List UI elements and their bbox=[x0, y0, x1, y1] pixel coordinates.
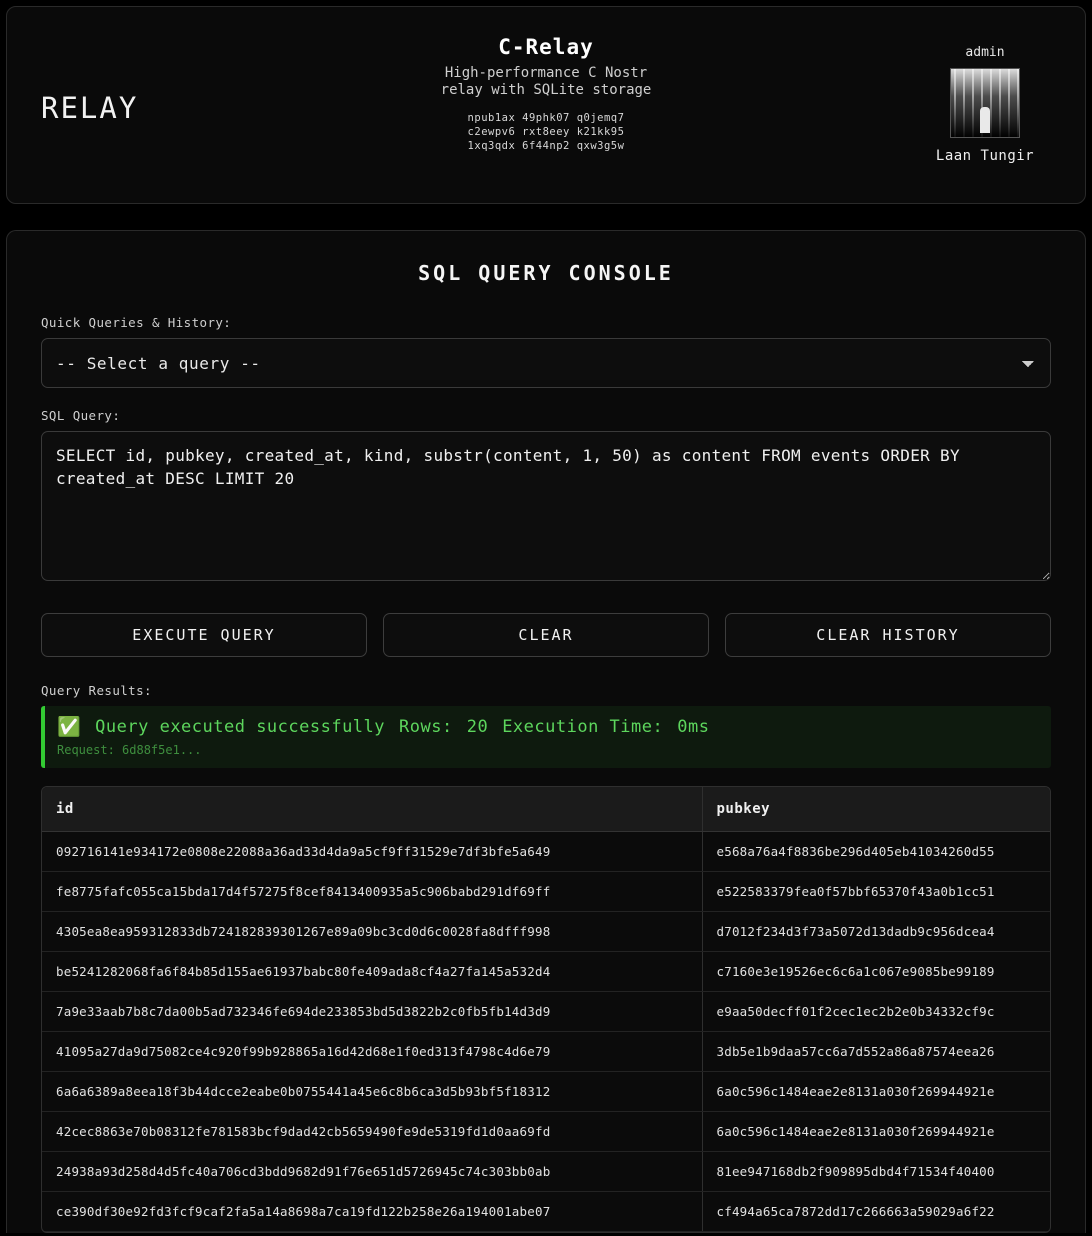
table-row[interactable] bbox=[42, 952, 1050, 992]
quick-queries-select[interactable] bbox=[41, 338, 1051, 388]
cell-id: fe8775fafc055ca15bda17d4f57275f8cef8413400935a5c906babd291df69ff bbox=[42, 872, 702, 912]
status-time-value: 0ms bbox=[677, 716, 710, 737]
cell-pubkey: e9aa50decff01f2cec1ec2b2e0b34332cf9c bbox=[702, 992, 1050, 1032]
table-row[interactable] bbox=[42, 1152, 1050, 1192]
cell-id: 092716141e934172e0808e22088a36ad33d4da9a5cf9ff31529e7df3bfe5a649 bbox=[42, 832, 702, 872]
cell-id: be5241282068fa6f84b85d155ae61937babc80fe409ada8cf4a27fa145a532d4 bbox=[42, 952, 702, 992]
status-rows-label: Rows: bbox=[399, 716, 453, 737]
sql-query-label: SQL Query: bbox=[41, 408, 121, 423]
cell-pubkey: e522583379fea0f57bbf65370f43a0b1cc51 bbox=[702, 872, 1050, 912]
cell-id: 6a6a6389a8eea18f3b44dcce2eabe0b0755441a45e6c8b6ca3d5b93bf5f18312 bbox=[42, 1072, 702, 1112]
console-actions bbox=[41, 613, 1051, 657]
relay-npub-line-2: c2ewpv6 rxt8eey k21kk95 bbox=[467, 126, 625, 138]
table-row[interactable] bbox=[42, 872, 1050, 912]
table-row[interactable] bbox=[42, 1032, 1050, 1072]
table-row[interactable] bbox=[42, 832, 1050, 872]
app-header bbox=[6, 6, 1086, 204]
user-role: admin bbox=[965, 45, 1005, 60]
query-results-label: Query Results: bbox=[41, 683, 152, 698]
clear-history-button[interactable]: CLEAR HISTORY bbox=[725, 613, 1051, 657]
status-line bbox=[57, 715, 1039, 738]
user-profile[interactable] bbox=[905, 45, 1065, 164]
cell-pubkey: c7160e3e19526ec6c6a1c067e9085be99189 bbox=[702, 952, 1050, 992]
quick-queries-label: Quick Queries & History: bbox=[41, 315, 232, 330]
status-banner bbox=[41, 706, 1051, 768]
cell-id: ce390df30e92fd3fcf9caf2fa5a14a8698a7ca19fd122b258e26a194001abe07 bbox=[42, 1192, 702, 1232]
table-row[interactable] bbox=[42, 1112, 1050, 1152]
relay-npub-line-1: npub1ax 49phk07 q0jemq7 bbox=[467, 112, 625, 124]
execute-query-button[interactable]: EXECUTE QUERY bbox=[41, 613, 367, 657]
brand-logo: RELAY bbox=[41, 91, 139, 125]
page-title: SQL QUERY CONSOLE bbox=[418, 261, 674, 285]
cell-id: 42cec8863e70b08312fe781583bcf9dad42cb5659490fe9de5319fd1d0aa69fd bbox=[42, 1112, 702, 1152]
relay-title: C-Relay bbox=[498, 35, 594, 59]
cell-pubkey: 81ee947168db2f909895dbd4f71534f40400 bbox=[702, 1152, 1050, 1192]
check-mark-icon: ✅ bbox=[57, 716, 82, 738]
avatar[interactable] bbox=[950, 68, 1020, 138]
status-message: Query executed successfully bbox=[95, 716, 386, 737]
cell-id: 41095a27da9d75082ce4c920f99b928865a16d42d68e1f0ed313f4798c4d6e79 bbox=[42, 1032, 702, 1072]
table-row[interactable] bbox=[42, 992, 1050, 1032]
cell-id: 7a9e33aab7b8c7da00b5ad732346fe694de233853bd5d3822b2c0fb5fb14d3d9 bbox=[42, 992, 702, 1032]
cell-pubkey: cf494a65ca7872dd17c266663a59029a6f22 bbox=[702, 1192, 1050, 1232]
results-table bbox=[42, 787, 1050, 1232]
table-header-row bbox=[42, 787, 1050, 832]
sql-query-console bbox=[6, 230, 1086, 1233]
table-row[interactable] bbox=[42, 1072, 1050, 1112]
status-request-id: Request: 6d88f5e1... bbox=[57, 743, 202, 757]
sql-query-input[interactable] bbox=[41, 431, 1051, 581]
table-row[interactable] bbox=[42, 1192, 1050, 1232]
cell-pubkey: 3db5e1b9daa57cc6a7d552a86a87574eea26 bbox=[702, 1032, 1050, 1072]
cell-id: 24938a93d258d4d5fc40a706cd3bdd9682d91f76e651d5726945c74c303bb0ab bbox=[42, 1152, 702, 1192]
cell-pubkey: 6a0c596c1484eae2e8131a030f269944921e bbox=[702, 1072, 1050, 1112]
relay-npub-line-3: 1xq3qdx 6f44np2 qxw3g5w bbox=[467, 140, 625, 152]
cell-pubkey: 6a0c596c1484eae2e8131a030f269944921e bbox=[702, 1112, 1050, 1152]
status-rows-value: 20 bbox=[466, 716, 489, 737]
results-table-container bbox=[41, 786, 1051, 1233]
cell-id: 4305ea8ea959312833db724182839301267e89a09bc3cd0d6c0028fa8dfff998 bbox=[42, 912, 702, 952]
table-row[interactable] bbox=[42, 912, 1050, 952]
cell-pubkey: d7012f234d3f73a5072d13dadb9c956dcea4 bbox=[702, 912, 1050, 952]
column-header-id[interactable]: id bbox=[42, 787, 702, 832]
cell-pubkey: e568a76a4f8836be296d405eb41034260d55 bbox=[702, 832, 1050, 872]
status-time-label: Execution Time: bbox=[502, 716, 664, 737]
relay-description: High-performance C Nostr relay with SQLite storage bbox=[440, 65, 652, 98]
clear-button[interactable]: CLEAR bbox=[383, 613, 709, 657]
user-name: Laan Tungir bbox=[935, 148, 1035, 164]
column-header-pubkey[interactable]: pubkey bbox=[702, 787, 1050, 832]
table-body bbox=[42, 832, 1050, 1232]
